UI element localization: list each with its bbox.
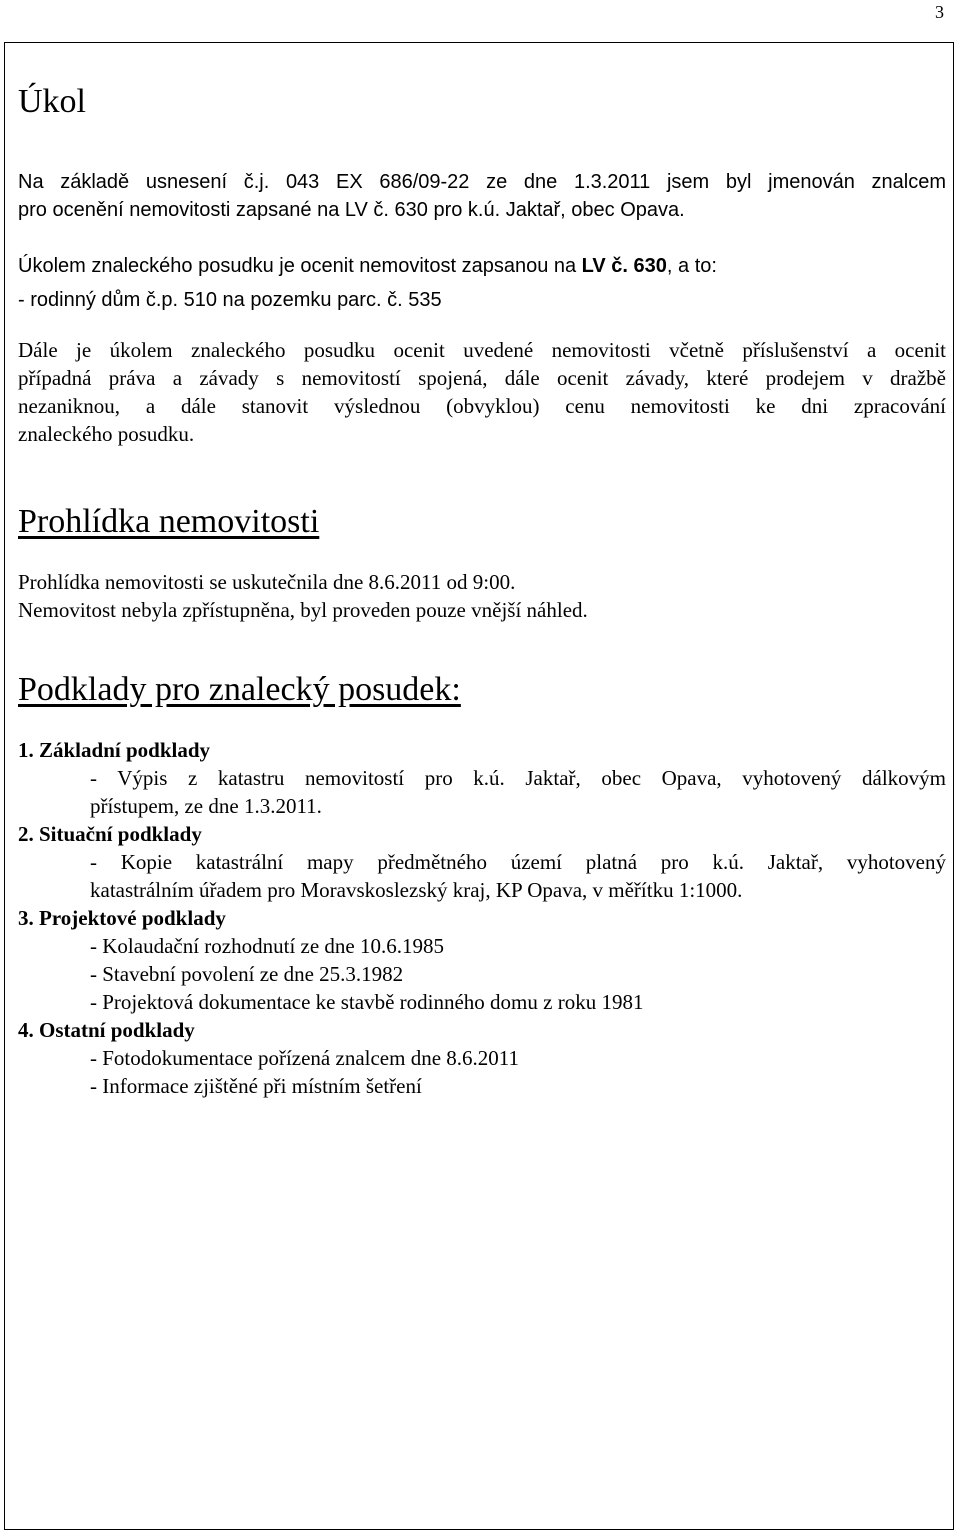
task-item: - rodinný dům č.p. 510 na pozemku parc. č. 535 <box>18 289 442 311</box>
section-1-title: 1. Základní podklady <box>18 738 211 762</box>
section-2-title: 2. Situační podklady <box>18 822 202 846</box>
document-body <box>18 80 946 1100</box>
section-3-title: 3. Projektové podklady <box>18 906 226 930</box>
section-3-line-2: - Stavební povolení ze dne 25.3.1982 <box>90 962 404 986</box>
heading-podklady: Podklady pro znalecký posudek: <box>18 671 461 708</box>
page-number: 3 <box>935 2 944 22</box>
heading-prohlidka: Prohlídka nemovitosti <box>18 503 320 540</box>
section-1-line-2: přístupem, ze dne 1.3.2011. <box>90 794 322 818</box>
task-suffix: , a to: <box>666 255 717 277</box>
task-paragraph-line-4: znaleckého posudku. <box>18 422 195 446</box>
heading-ukol: Úkol <box>18 83 86 120</box>
section-2-line-2: katastrálním úřadem pro Moravskoslezský kraj, KP Opava, v měřítku 1:1000. <box>90 878 743 902</box>
intro-line-2: pro ocenění nemovitosti zapsané na LV č. 630 pro k.ú. Jaktař, obec Opava. <box>18 199 685 221</box>
section-4-line-2: - Informace zjištěné při místním šetření <box>90 1074 422 1098</box>
section-2-line-1: - Kopie katastrální mapy předmětného území platná pro k.ú. Jaktař, vyhotovený <box>90 850 946 874</box>
inspection-line-1: Prohlídka nemovitosti se uskutečnila dne 8.6.2011 od 9:00. <box>18 570 516 594</box>
inspection-line-2: Nemovitost nebyla zpřístupněna, byl proveden pouze vnější náhled. <box>18 598 588 622</box>
task-lv: LV č. 630 <box>581 255 667 277</box>
task-paragraph-line-1: Dále je úkolem znaleckého posudku ocenit uvedené nemovitosti včetně příslušenství a ocenit <box>18 338 946 362</box>
task-prefix: Úkolem znaleckého posudku je ocenit nemovitost zapsanou na <box>18 255 582 277</box>
section-3-line-1: - Kolaudační rozhodnutí ze dne 10.6.1985 <box>90 934 444 958</box>
section-3-line-3: - Projektová dokumentace ke stavbě rodinného domu z roku 1981 <box>90 990 644 1014</box>
section-4-line-1: - Fotodokumentace pořízená znalcem dne 8.6.2011 <box>90 1046 519 1070</box>
intro-line-1: Na základě usnesení č.j. 043 EX 686/09-22 ze dne 1.3.2011 jsem byl jmenován znalcem <box>18 171 946 193</box>
section-4-title: 4. Ostatní podklady <box>18 1018 195 1042</box>
task-paragraph-line-3: nezaniknou, a dále stanovit výslednou (obvyklou) cenu nemovitosti ke dni zpracování <box>18 394 946 418</box>
task-paragraph-line-2: případná práva a závady s nemovitostí spojená, dále ocenit závady, které prodejem v dražbě <box>18 366 946 390</box>
section-1-line-1: - Výpis z katastru nemovitostí pro k.ú. Jaktař, obec Opava, vyhotovený dálkovým <box>90 766 946 790</box>
task-line <box>18 252 946 280</box>
